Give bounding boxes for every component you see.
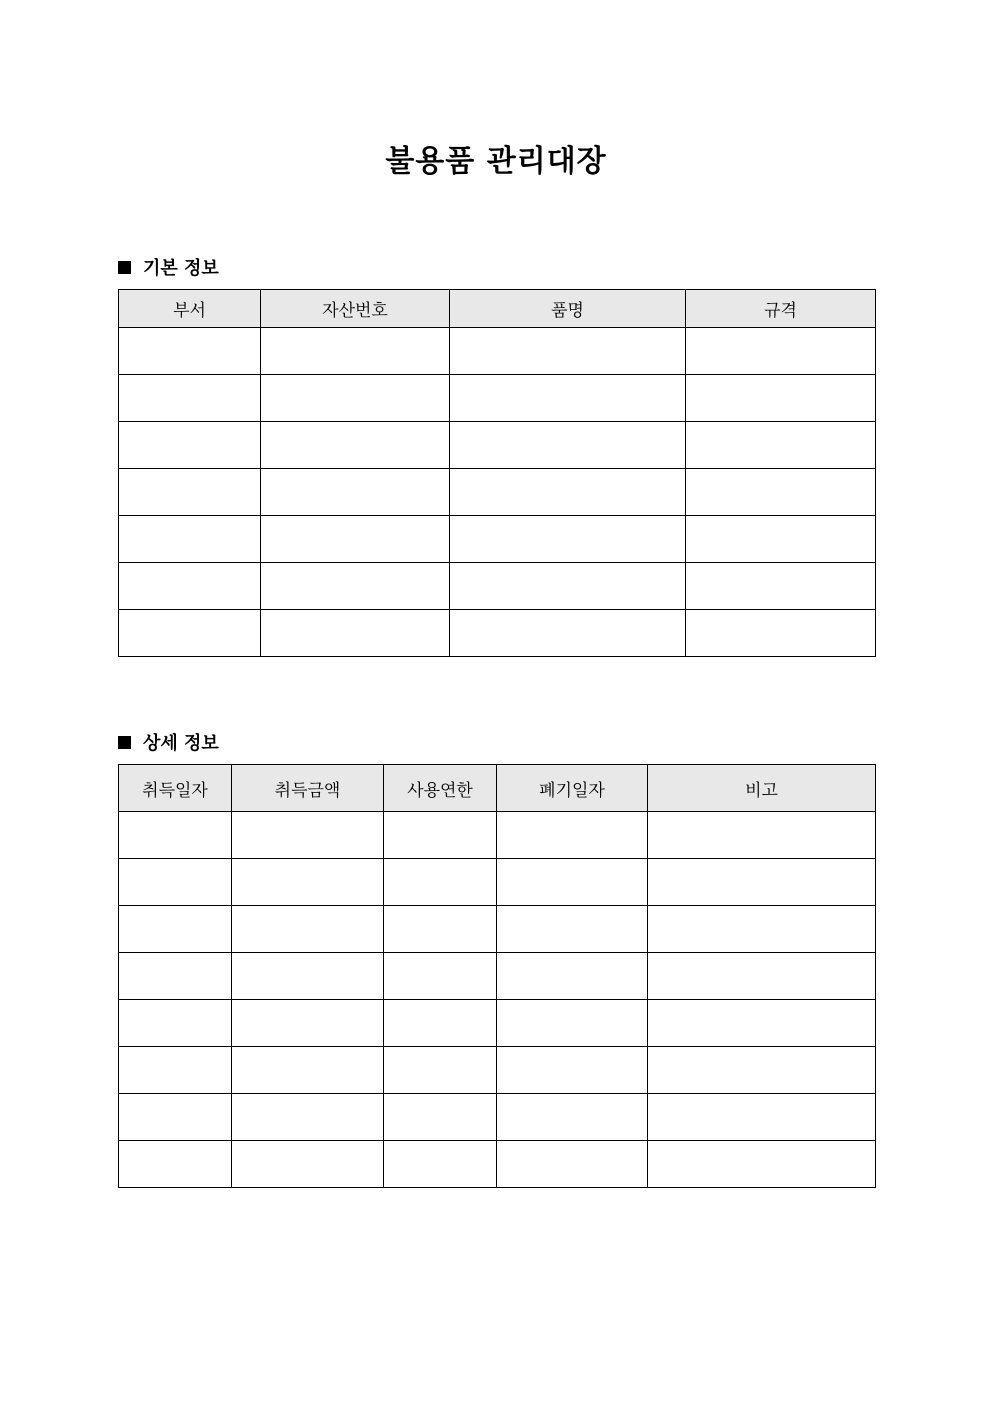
basic-info-body [119, 328, 876, 657]
table-cell[interactable] [119, 516, 261, 563]
column-header-acquisition-date: 취득일자 [119, 765, 232, 812]
table-cell[interactable] [119, 1047, 232, 1094]
table-cell[interactable] [232, 953, 384, 1000]
table-row [119, 1047, 876, 1094]
table-cell[interactable] [648, 906, 876, 953]
square-bullet-icon [118, 736, 131, 749]
table-cell[interactable] [119, 953, 232, 1000]
table-row [119, 516, 876, 563]
table-row [119, 422, 876, 469]
table-cell[interactable] [119, 859, 232, 906]
column-header-useful-life: 사용연한 [384, 765, 497, 812]
basic-info-heading-label: 기본 정보 [143, 258, 219, 279]
table-cell[interactable] [232, 1141, 384, 1188]
table-cell[interactable] [648, 812, 876, 859]
table-cell[interactable] [261, 563, 450, 610]
table-row [119, 953, 876, 1000]
table-row [119, 1094, 876, 1141]
table-row [119, 1141, 876, 1188]
column-header-specification: 규격 [686, 290, 876, 328]
table-header-row [119, 290, 876, 328]
square-bullet-icon [118, 261, 131, 274]
table-cell[interactable] [261, 328, 450, 375]
table-cell[interactable] [450, 469, 686, 516]
table-cell[interactable] [648, 953, 876, 1000]
table-cell[interactable] [497, 859, 648, 906]
detail-info-body [119, 812, 876, 1188]
table-row [119, 1000, 876, 1047]
table-cell[interactable] [119, 1141, 232, 1188]
table-cell[interactable] [119, 563, 261, 610]
table-cell[interactable] [686, 563, 876, 610]
table-cell[interactable] [497, 1141, 648, 1188]
table-cell[interactable] [119, 610, 261, 657]
detail-info-heading-label: 상세 정보 [143, 733, 219, 754]
table-cell[interactable] [450, 563, 686, 610]
column-header-remarks: 비고 [648, 765, 876, 812]
table-row [119, 375, 876, 422]
table-cell[interactable] [686, 328, 876, 375]
table-cell[interactable] [497, 812, 648, 859]
detail-info-table [118, 764, 876, 1188]
table-cell[interactable] [384, 1094, 497, 1141]
basic-info-table [118, 289, 876, 657]
table-cell[interactable] [119, 469, 261, 516]
table-cell[interactable] [119, 1094, 232, 1141]
table-cell[interactable] [686, 469, 876, 516]
page-title: 불용품 관리대장 [385, 144, 607, 179]
table-cell[interactable] [648, 1094, 876, 1141]
table-cell[interactable] [497, 906, 648, 953]
table-cell[interactable] [384, 906, 497, 953]
table-cell[interactable] [261, 422, 450, 469]
table-cell[interactable] [497, 953, 648, 1000]
table-cell[interactable] [648, 1047, 876, 1094]
table-cell[interactable] [119, 422, 261, 469]
table-cell[interactable] [261, 610, 450, 657]
table-cell[interactable] [497, 1094, 648, 1141]
table-cell[interactable] [450, 516, 686, 563]
table-cell[interactable] [686, 516, 876, 563]
table-cell[interactable] [261, 469, 450, 516]
table-cell[interactable] [450, 375, 686, 422]
column-header-disposal-date: 폐기일자 [497, 765, 648, 812]
table-cell[interactable] [450, 422, 686, 469]
table-cell[interactable] [686, 422, 876, 469]
table-cell[interactable] [232, 906, 384, 953]
table-cell[interactable] [384, 1141, 497, 1188]
table-cell[interactable] [648, 1141, 876, 1188]
table-cell[interactable] [232, 1094, 384, 1141]
table-cell[interactable] [261, 516, 450, 563]
table-cell[interactable] [119, 328, 261, 375]
table-cell[interactable] [384, 953, 497, 1000]
table-cell[interactable] [384, 1000, 497, 1047]
table-row [119, 563, 876, 610]
column-header-acquisition-amount: 취득금액 [232, 765, 384, 812]
basic-info-heading [118, 254, 219, 280]
detail-info-heading [118, 729, 219, 755]
table-cell[interactable] [648, 859, 876, 906]
table-cell[interactable] [686, 375, 876, 422]
table-row [119, 859, 876, 906]
table-row [119, 610, 876, 657]
table-row [119, 469, 876, 516]
table-cell[interactable] [450, 328, 686, 375]
table-cell[interactable] [648, 1000, 876, 1047]
table-cell[interactable] [232, 812, 384, 859]
table-cell[interactable] [384, 859, 497, 906]
table-cell[interactable] [232, 1000, 384, 1047]
table-row [119, 812, 876, 859]
table-cell[interactable] [119, 812, 232, 859]
table-cell[interactable] [261, 375, 450, 422]
column-header-item-name: 품명 [450, 290, 686, 328]
table-cell[interactable] [686, 610, 876, 657]
table-cell[interactable] [119, 1000, 232, 1047]
table-cell[interactable] [232, 1047, 384, 1094]
column-header-asset-number: 자산번호 [261, 290, 450, 328]
table-cell[interactable] [497, 1000, 648, 1047]
table-row [119, 906, 876, 953]
table-cell[interactable] [497, 1047, 648, 1094]
table-cell[interactable] [450, 610, 686, 657]
table-cell[interactable] [384, 1047, 497, 1094]
table-cell[interactable] [232, 859, 384, 906]
column-header-department: 부서 [119, 290, 261, 328]
table-cell[interactable] [384, 812, 497, 859]
table-cell[interactable] [119, 906, 232, 953]
table-header-row [119, 765, 876, 812]
table-cell[interactable] [119, 375, 261, 422]
table-row [119, 328, 876, 375]
